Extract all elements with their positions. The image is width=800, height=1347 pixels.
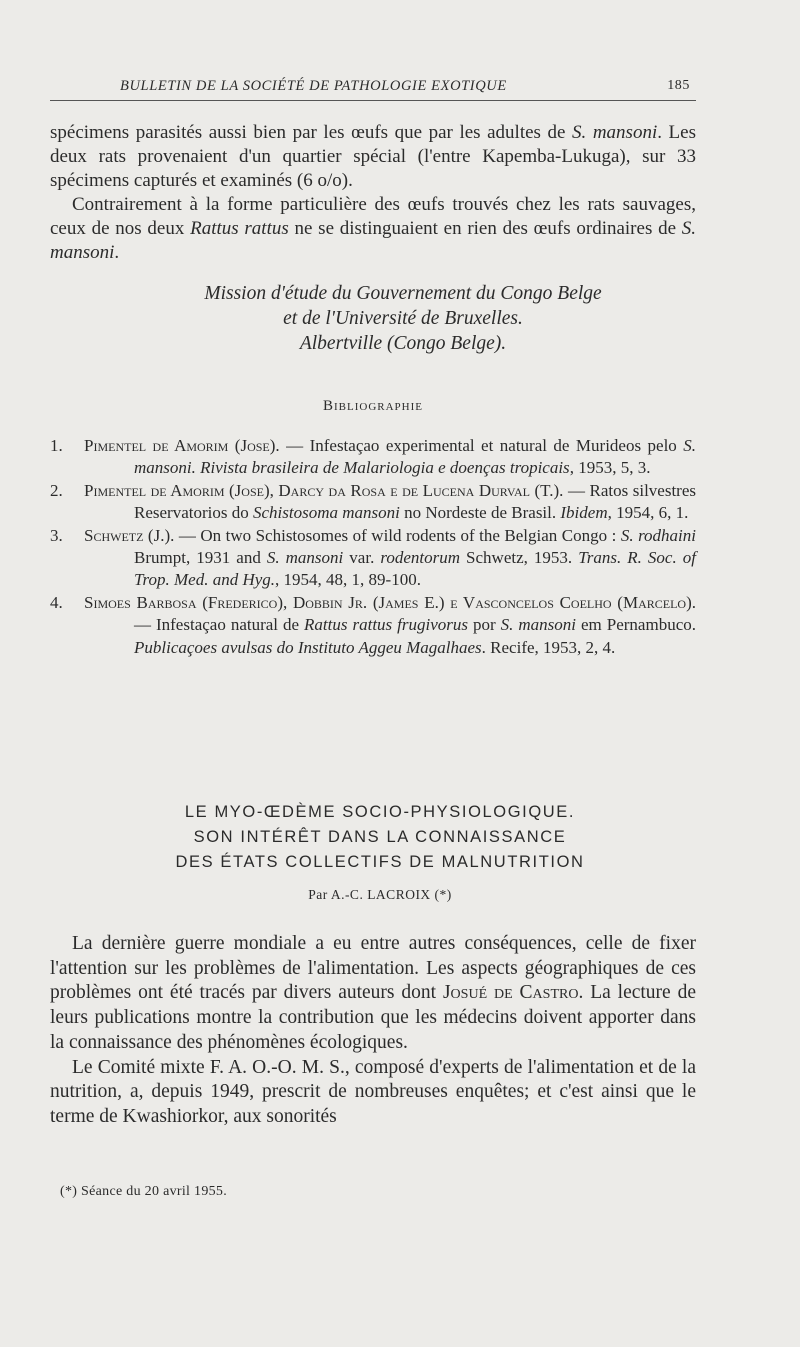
affiliation-line: Mission d'étude du Gouvernement du Congo Belge <box>204 283 602 304</box>
article-body <box>50 932 696 1130</box>
article-title <box>50 800 710 875</box>
reference-number: 1. <box>50 436 63 455</box>
title-line: SON INTÉRÊT DANS LA CONNAISSANCE <box>193 828 567 846</box>
bibliography-heading: Bibliographie <box>323 398 423 414</box>
affiliation-line: Albertville (Congo Belge). <box>299 333 507 354</box>
footnote: (*) Séance du 20 avril 1955. <box>60 1184 228 1199</box>
title-line: DES ÉTATS COLLECTIFS DE MALNUTRITION <box>175 853 585 871</box>
running-header <box>50 76 696 101</box>
reference-number: 3. <box>50 525 63 545</box>
reference-item: 1. Pimentel de Amorim (Jose). — Infestaçao experimental et natural de Murideos pelo S. mansoni. Rivista brasileira de Malariologia e doenças tropicais, 1953, 5, 3. <box>50 436 696 478</box>
bibliography-list <box>50 435 696 659</box>
intro-text <box>50 121 696 265</box>
reference-number: 4. <box>50 592 63 612</box>
affiliation <box>50 281 696 356</box>
page-number: 185 <box>667 78 690 93</box>
affiliation-line: et de l'Université de Bruxelles. <box>283 308 523 329</box>
reference-item: 4. Simoes Barbosa (Frederico), Dobbin Jr. (James E.) e Vasconcelos Coelho (Marcelo). — Infestaçao natural de Rattus rattus frugivorus por S. mansoni em Pernambuco. Publicaçoes avulsas do Instituto Aggeu Magalhaes. Recife, 1953, 2, 4. <box>50 592 696 657</box>
article-byline: Par A.-C. LACROIX (*) <box>308 887 452 902</box>
reference-item: 2. Pimentel de Amorim (Jose), Darcy da Rosa e de Lucena Durval (T.). — Ratos silvestres Reservatorios do Schistosoma mansoni no Nordeste de Brasil. Ibidem, 1954, 6, 1. <box>50 480 696 523</box>
paragraph: spécimens parasités aussi bien par les œufs que par les adultes de S. mansoni. Les deux rats provenaient d'un quartier spécial (l'entre Kapemba-Lukuga), sur 33 spécimens capturés et examinés (6 o/o). <box>50 122 696 191</box>
paragraph: La dernière guerre mondiale a eu entre autres conséquences, celle de fixer l'attention sur les problèmes de l'alimentation. Les aspects géographiques de ces problèmes ont été tracés par divers auteurs dont Josué de Castro. La lecture de leurs publications montre la contribution que les médecins doivent apporter dans la connaissance des phénomènes écologiques. <box>50 933 697 1053</box>
title-line: LE MYO-ŒDÈME SOCIO-PHYSIOLOGIQUE. <box>184 803 576 821</box>
journal-title: BULLETIN DE LA SOCIÉTÉ DE PATHOLOGIE EXOTIQUE <box>120 78 507 94</box>
paragraph: Contrairement à la forme particulière des œufs trouvés chez les rats sauvages, ceux de nos deux Rattus rattus ne se distinguaient en rien des œufs ordinaires de S. mansoni. <box>50 194 697 263</box>
reference-number: 2. <box>50 480 63 500</box>
paragraph: Le Comité mixte F. A. O.-O. M. S., composé d'experts de l'alimentation et de la nutrition, a, depuis 1949, prescrit de nombreuses enquêtes; et c'est ainsi que le terme de Kwashiorkor, aux sonorités <box>50 1056 696 1127</box>
reference-item: 3. Schwetz (J.). — On two Schistosomes of wild rodents of the Belgian Congo : S. rodhaini Brumpt, 1931 and S. mansoni var. rodentorum Schwetz, 1953. Trans. R. Soc. of Trop. Med. and Hyg., 1954, 48, 1, 89-100. <box>50 525 696 590</box>
